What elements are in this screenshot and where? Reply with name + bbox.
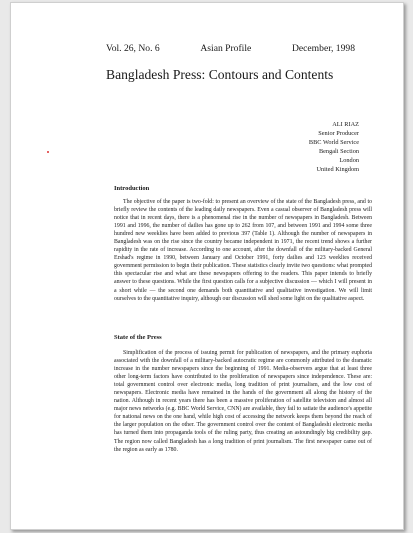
- volume-label: Vol. 26, No. 6: [106, 43, 160, 54]
- author-line: Bengali Section: [318, 147, 359, 155]
- running-header: [106, 43, 355, 54]
- author-line: BBC World Service: [308, 138, 359, 146]
- introduction-paragraph: The objective of the paper is two-fold: to present an overview of the state of the Bangladesh press, and to briefly review the contents of the leading daily newspapers. Even a casual observer of Bangladesh press will notice that in recent days, there is a phenomenal rise in the number of newspapers in Bangladesh. Between 1991 and 1996, the number of dailies has gone up to 262 from 107, and between 1991 and 1994 some three hundred new weeklies have been added to previous 397 (Table 1). Although the number of newspapers in Bangladesh was on the rise since the country became independent in 1971, the recent trend shows a further rapidity in the rate of increase. According to one account, after the downfall of the military-backed General Ershad's regime in 1990, between January and October 1991, forty dailies and 123 weeklies received government permission to begin their publication. These statistics clearly invite two questions: what prompted this spectacular rise and what are these newspapers offering to the readers. This paper intends to briefly answer to these questions. While the first question calls for a subjective discussion — which I will present in a short while — the second one demands both quantitative and qualitative investigation. We will limit ourselves to the quantitative inquiry, although our discussion will shed some light on the qualitative aspect.: [114, 199, 372, 302]
- introduction-heading: Introduction: [114, 185, 150, 192]
- author-line: Senior Producer: [318, 129, 359, 137]
- issue-date: December, 1998: [291, 43, 355, 54]
- author-block: [309, 121, 359, 174]
- state-paragraph: Simplification of the process of issuing permit for publication of newspapers, and the primary euphoria associated with the downfall of a military-backed autocratic regime are commonly attributed to the dramatic increase in the number newspapers since the beginning of 1991. Media-observers argue that at least three other long-term factors have contributed to the proliferation of newspapers since independence. These are: total government control over electronic media, long tradition of print journalism, and the low cost of newspapers. Electronic media have remained in the hands of the government all along the history of the nation. Although in recent years there has been a massive proliferation of satellite television and almost all major news networks (e.g. BBC World Service, CNN) are available, they fail to satiate the audience's appetite for national news on the one hand, while high cost of accessing the network keeps them beyond the reach of the larger population on the other. The government control over the content of Bangladeshi electronic media has turned them into propaganda tools of the ruling party, thus creating an astoundingly big credibility gap. The region now called Bangladesh has a long tradition of print journalism. The first newspaper came out of the region as early as 1780.: [114, 350, 372, 453]
- author-line: London: [339, 156, 359, 164]
- journal-name: Asian Profile: [200, 43, 252, 54]
- author-name: ALI RIAZ: [332, 121, 359, 128]
- author-line: United Kingdom: [316, 165, 359, 173]
- scan-speck: [47, 151, 49, 153]
- document-page: [10, 2, 404, 530]
- article-title: Bangladesh Press: Contours and Contents: [106, 67, 334, 82]
- state-heading: State of the Press: [114, 334, 162, 341]
